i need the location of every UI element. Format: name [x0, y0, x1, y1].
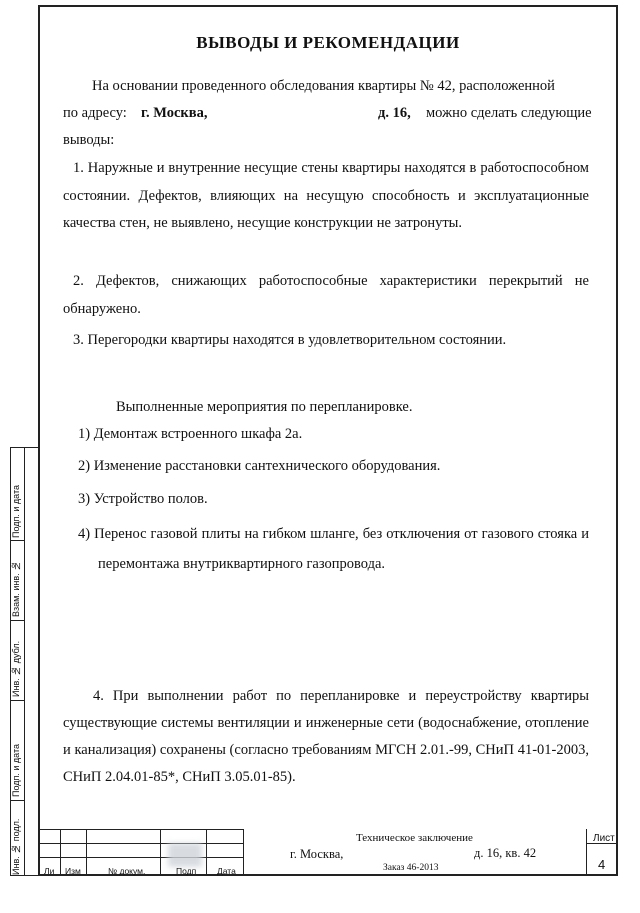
doc-type: Техническое заключение [356, 832, 473, 844]
side-stamp-label: Взам. инв. № [11, 560, 21, 617]
col-label-doc: № докум. [108, 866, 146, 876]
side-stamp-label: Подп. и дата [11, 743, 21, 797]
works-item: 3) Устройство полов. [78, 491, 208, 507]
col-label-li: Ли [44, 866, 55, 876]
sheet-label: Лист [593, 833, 615, 844]
redacted-signature [168, 843, 202, 867]
conclusion-item: 2. Дефектов, снижающих работоспособные характеристики перекрытий не обнаружено. [63, 273, 589, 317]
col-label-date: Дата [217, 866, 236, 876]
stamp-address: д. 16, кв. 42 [474, 846, 537, 860]
side-stamp-label: Инв. № подл. [11, 818, 21, 875]
intro-city: г. Москва, [141, 105, 208, 121]
intro-line3: выводы: [63, 132, 115, 148]
works-item: 1) Демонтаж встроенного шкафа 2а. [78, 426, 303, 442]
page-title: ВЫВОДЫ И РЕКОМЕНДАЦИИ [196, 33, 460, 52]
works-item: 2) Изменение расстановки сантехнического оборудования. [78, 458, 441, 474]
intro-by-address: по адресу: [63, 105, 127, 121]
works-item: 4) Перенос газовой плиты на гибком шланге, без отключения от газового стояка и перемонтажа внутриквартирного газопровода. [78, 526, 589, 572]
intro-house: д. 16, [378, 105, 411, 121]
stamp-city: г. Москва, [290, 847, 344, 861]
works-heading: Выполненные мероприятия по перепланировке. [116, 399, 413, 415]
order-number: Заказ 46-2013 [383, 863, 439, 873]
intro-line: На основании проведенного обследования квартиры № 42, расположенной [92, 78, 555, 94]
col-label-sign: Подп [176, 866, 197, 876]
conclusion-item: 1. Наружные и внутренние несущие стены квартиры находятся в работоспособном состоянии. Дефектов, влияющих на несущую способность и эксплуатационные качества стен, не выявлено, несущие конструкции не затронуты. [63, 160, 589, 231]
sheet-number: 4 [598, 857, 606, 872]
side-stamp-label: Инв. № дубл. [11, 640, 21, 697]
point-4: 4. При выполнении работ по перепланировке и переустройству квартиры существующие системы вентиляции и инженерные сети (водоснабжение, отопление и канализация) сохранены (согласно требованиям МГСН 2.01.-99, СНиП 41-01-2003, СНиП 2.04.01-85*, СНиП 3.05.01-85). [63, 688, 589, 785]
conclusion-item: 3. Перегородки квартиры находятся в удовлетворительном состоянии. [73, 332, 507, 348]
col-label-izm: Изм [65, 866, 81, 876]
side-stamp-label: Подп. и дата [11, 484, 21, 538]
intro-after: можно сделать следующие [426, 105, 592, 121]
